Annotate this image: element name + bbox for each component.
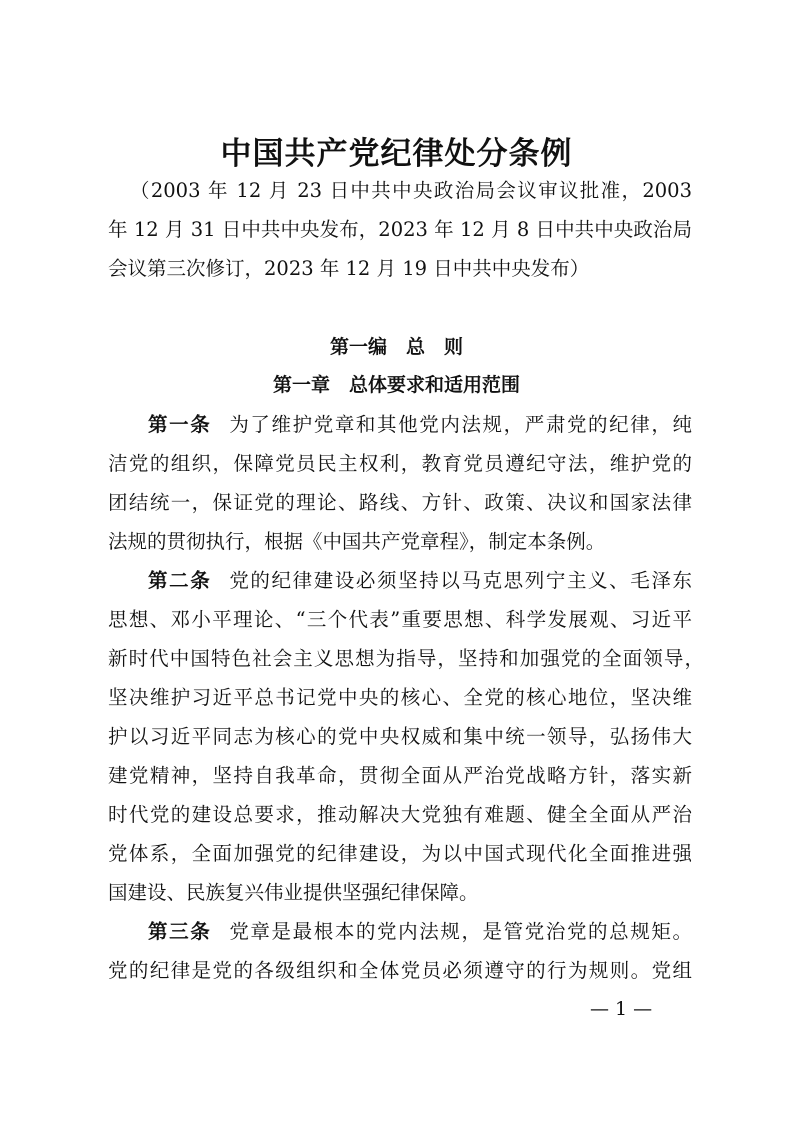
article-1-line: 洁党的组织，保障党员民主权利，教育党员遵纪守法，维护党的 [108, 452, 692, 475]
article-label: 第三条 [148, 920, 212, 943]
article-text: 党的纪律建设必须坚持以马克思列宁主义、毛泽东 [229, 569, 692, 592]
article-2-line [108, 561, 692, 600]
page-number: — 1 — [590, 998, 653, 1020]
article-text: 为了维护党章和其他党内法规，严肃党的纪律，纯 [229, 413, 692, 436]
article-2-line: 坚决维护习近平总书记党中央的核心、全党的核心地位，坚决维 [108, 686, 692, 709]
subtitle-line: 会议第三次修订，2023 年 12 月 19 日中共中央发布） [108, 257, 590, 280]
article-2-line: 时代党的建设总要求，推动解决大党独有难题、健全全面从严治 [108, 803, 692, 826]
article-label: 第二条 [148, 569, 212, 592]
article-2-line: 新时代中国特色社会主义思想为指导，坚持和加强党的全面领导， [108, 647, 704, 670]
subtitle-line: （2003 年 12 月 23 日中共中央政治局会议审议批准，2003 [130, 179, 692, 202]
article-3-line [108, 912, 692, 951]
article-1-line: 团结统一，保证党的理论、路线、方针、政策、决议和国家法律 [108, 491, 692, 514]
article-2-line: 党体系，全面加强党的纪律建设，为以中国式现代化全面推进强 [108, 842, 692, 865]
article-1-line: 法规的贯彻执行，根据《中国共产党章程》，制定本条例。 [108, 530, 606, 553]
article-label: 第一条 [148, 413, 212, 436]
article-3-line: 党的纪律是党的各级组织和全体党员必须遵守的行为规则。党组 [108, 959, 692, 982]
chapter-heading: 第一章 总体要求和适用范围 [272, 374, 520, 396]
article-text: 党章是最根本的党内法规，是管党治党的总规矩。 [229, 920, 692, 943]
article-1-line [108, 405, 692, 444]
article-2-line: 思想、邓小平理论、“三个代表”重要思想、科学发展观、习近平 [108, 608, 692, 631]
article-2-line: 建党精神，坚持自我革命，贯彻全面从严治党战略方针，落实新 [108, 764, 692, 787]
part-heading: 第一编 总 则 [329, 336, 463, 358]
document-title: 中国共产党纪律处分条例 [220, 136, 573, 172]
subtitle-line: 年 12 月 31 日中共中央发布，2023 年 12 月 8 日中共中央政治局 [108, 218, 692, 241]
article-2-line: 国建设、民族复兴伟业提供坚强纪律保障。 [108, 881, 479, 904]
article-2-line: 护以习近平同志为核心的党中央权威和集中统一领导，弘扬伟大 [108, 725, 692, 748]
